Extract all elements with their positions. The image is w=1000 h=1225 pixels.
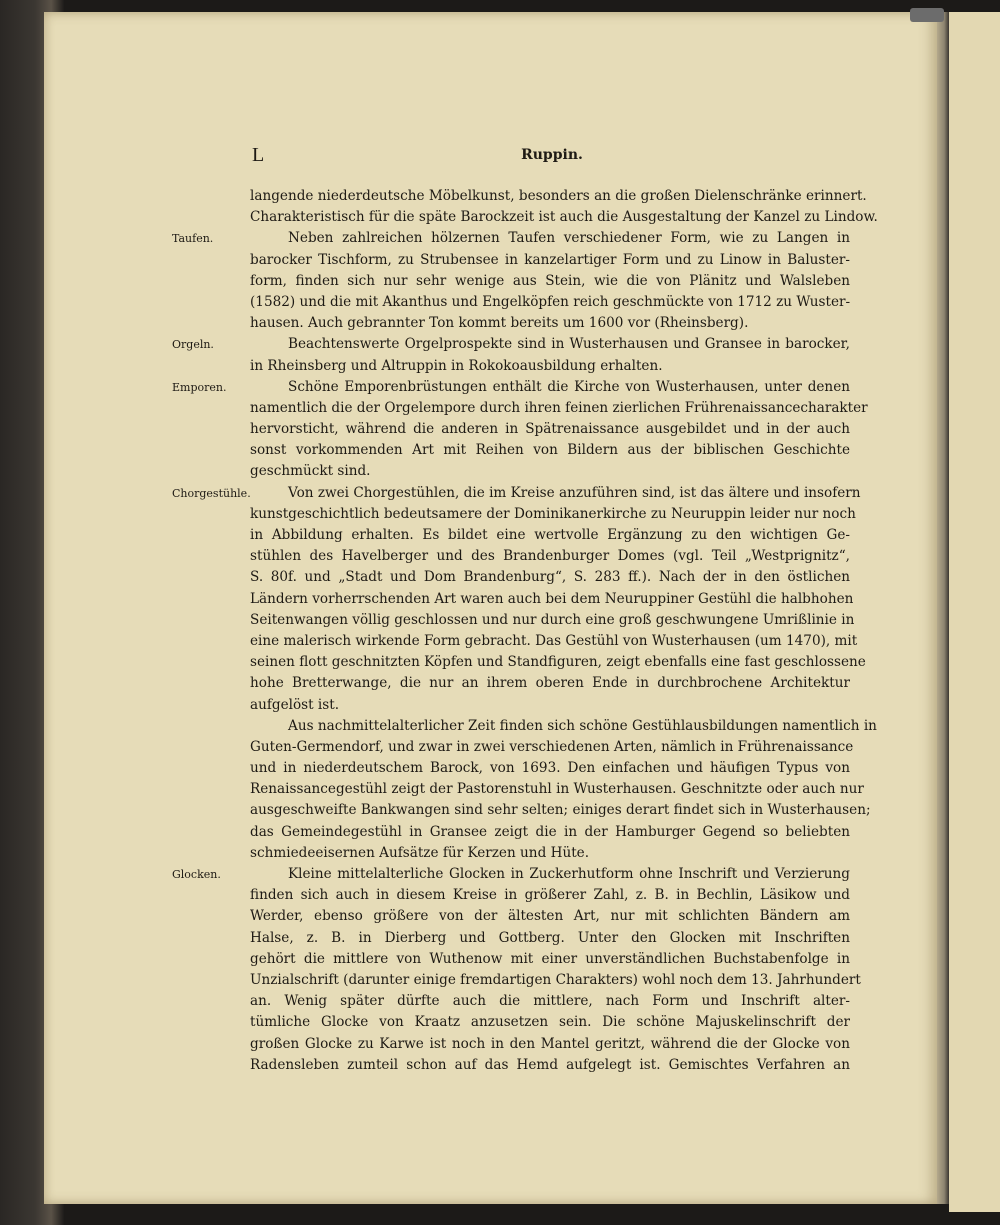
text-line-content: in Rheinsberg und Altruppin in Rokokoausbildung erhalten. — [250, 357, 663, 374]
text-line-content: Ländern vorherrschenden Art waren auch bei dem Neuruppiner Gestühl die halbhohen — [250, 590, 854, 607]
text-line-content: kunstgeschichtlich bedeutsamere der Dominikanerkirche zu Neuruppin leider nur noch — [250, 505, 856, 522]
text-line-content: Schöne Emporenbrüstungen enthält die Kirche von Wusterhausen, unter denen — [288, 378, 850, 395]
text-line-content: Neben zahlreichen hölzernen Taufen verschiedener Form, wie zu Langen in — [288, 230, 850, 247]
text-line-content: Seitenwangen völlig geschlossen und nur durch eine groß geschwungene Umrißlinie in — [250, 611, 855, 628]
text-line-content: (1582) und die mit Akanthus und Engelköpfen reich geschmückte von 1712 zu Wuster- — [250, 293, 851, 310]
text-line — [250, 567, 850, 588]
text-line — [250, 207, 878, 228]
text-line — [250, 843, 850, 864]
text-line-content: hausen. Auch gebrannter Ton kommt bereits um 1600 vor (Rheinsberg). — [250, 315, 749, 332]
text-line-content: hohe Bretterwange, die nur an ihrem oberen Ende in durchbrochene Architektur — [250, 675, 850, 692]
body-text — [172, 186, 878, 1076]
text-line — [250, 313, 850, 334]
text-line-content: Halse, z. B. in Dierberg und Gottberg. Unter den Glocken mit Inschriften — [250, 929, 850, 946]
text-line — [250, 991, 850, 1012]
text-line-content: Werder, ebenso größere von der ältesten Art, nur mit schlichten Bändern am — [250, 908, 850, 925]
text-line — [250, 970, 861, 991]
text-line — [250, 440, 850, 461]
text-line — [172, 864, 850, 885]
text-line — [250, 716, 877, 737]
book-clip — [910, 8, 944, 22]
text-line — [250, 398, 868, 419]
text-line-content: und in niederdeutschem Barock, von 1693. Den einfachen und häufigen Typus von — [250, 760, 850, 777]
text-line-content: stühlen des Havelberger und des Brandenburger Domes (vgl. Teil „Westprignitz“, — [250, 548, 850, 565]
text-line — [250, 695, 850, 716]
text-line-content: großen Glocke zu Karwe ist noch in den Mantel geritzt, während die der Glocke von — [250, 1035, 850, 1052]
margin-note: Orgeln. — [172, 338, 214, 352]
text-line-content: geschmückt sind. — [250, 463, 371, 480]
text-line — [250, 822, 850, 843]
text-line — [250, 949, 850, 970]
text-line — [250, 652, 866, 673]
text-line-content: an. Wenig später dürfte auch die mittlere, nach Form und Inschrift alter- — [250, 993, 850, 1010]
text-line — [250, 885, 850, 906]
text-line — [250, 419, 850, 440]
text-line-content: sonst vorkommenden Art mit Reihen von Bildern aus der biblischen Geschichte — [250, 442, 850, 459]
text-line-content: tümliche Glocke von Kraatz anzusetzen sein. Die schöne Majuskelinschrift der — [250, 1014, 850, 1031]
text-line — [250, 525, 850, 546]
text-line — [250, 673, 850, 694]
text-line — [250, 906, 850, 927]
page-header — [252, 144, 852, 170]
next-page-edge — [949, 12, 1000, 1212]
text-line-content: form, finden sich nur sehr wenige aus Stein, wie die von Plänitz und Walsleben — [250, 272, 850, 289]
text-line-content: Kleine mittelalterliche Glocken in Zuckerhutform ohne Inschrift und Verzierung — [288, 866, 850, 882]
text-line — [250, 546, 850, 567]
text-line-content: Beachtenswerte Orgelprospekte sind in Wusterhausen und Gransee in barocker, — [288, 336, 850, 353]
text-line — [250, 779, 864, 800]
text-line-content: gehört die mittlere von Wuthenow mit einer unverständlichen Buchstabenfolge in — [250, 950, 850, 967]
text-line-content: eine malerisch wirkende Form gebracht. Das Gestühl von Wusterhausen (um 1470), mit — [250, 632, 858, 649]
text-line-content: Charakteristisch für die späte Barockzeit ist auch die Ausgestaltung der Kanzel zu Lindow. — [250, 209, 878, 226]
text-line-content: Aus nachmittelalterlicher Zeit finden sich schöne Gestühlausbildungen namentlich in — [288, 717, 877, 734]
text-line — [250, 589, 854, 610]
text-line-content: in Abbildung erhalten. Es bildet eine wertvolle Ergänzung zu den wichtigen Ge- — [250, 527, 850, 543]
margin-note: Chorgestühle. — [172, 486, 251, 500]
margin-note: Taufen. — [172, 232, 214, 246]
text-line-content: barocker Tischform, zu Strubensee in kanzelartiger Form und zu Linow in Baluster- — [250, 251, 850, 268]
text-line-content: finden sich auch in diesem Kreise in größerer Zahl, z. B. in Bechlin, Läsikow und — [250, 887, 850, 904]
text-line-content: namentlich die der Orgelempore durch ihren feinen zierlichen Frührenaissancecharakter — [250, 399, 868, 416]
text-line-content: hervorsticht, während die anderen in Spätrenaissance ausgebildet und in der auch — [250, 421, 850, 438]
text-line — [250, 631, 858, 652]
text-line — [250, 758, 850, 779]
text-line — [250, 504, 856, 525]
text-line — [250, 1055, 850, 1076]
sheet-signature: L — [252, 144, 265, 166]
text-line — [250, 356, 850, 377]
text-line-content: das Gemeindegestühl in Gransee zeigt die in der Hamburger Gegend so beliebten — [250, 823, 850, 840]
text-line — [172, 334, 850, 355]
margin-note: Emporen. — [172, 380, 227, 394]
text-line — [250, 737, 854, 758]
text-line — [250, 292, 850, 313]
text-line — [250, 271, 850, 292]
text-line-content: Unzialschrift (darunter einige fremdartigen Charakters) wohl noch dem 13. Jahrhundert — [250, 971, 861, 988]
text-line — [250, 800, 871, 821]
text-line-content: aufgelöst ist. — [250, 696, 340, 713]
text-line-content: Guten-Germendorf, und zwar in zwei verschiedenen Arten, nämlich in Frührenaissance — [250, 738, 854, 755]
text-line — [172, 377, 850, 398]
text-line-content: Renaissancegestühl zeigt der Pastorenstuhl in Wusterhausen. Geschnitzte oder auch nur — [250, 781, 864, 798]
running-title: Ruppin. — [521, 147, 583, 163]
text-line — [172, 483, 861, 504]
text-line — [250, 928, 850, 949]
text-line — [250, 250, 850, 271]
margin-note: Glocken. — [172, 868, 221, 881]
text-line — [250, 461, 850, 482]
text-line-content: langende niederdeutsche Möbelkunst, besonders an die großen Dielenschränke erinnert. — [250, 188, 867, 204]
text-line-content: Radensleben zumteil schon auf das Hemd aufgelegt ist. Gemischtes Verfahren an — [250, 1056, 850, 1073]
text-line-content: ausgeschweifte Bankwangen sind sehr selten; einiges derart findet sich in Wusterhausen; — [250, 802, 871, 819]
text-line — [250, 610, 855, 631]
text-line — [250, 186, 867, 207]
text-line-content: seinen flott geschnitzten Köpfen und Standfiguren, zeigt ebenfalls eine fast geschlossene — [250, 654, 866, 671]
page-gutter-shadow — [937, 12, 949, 1204]
text-line-content: Von zwei Chorgestühlen, die im Kreise anzuführen sind, ist das ältere und insofern — [288, 484, 861, 501]
text-line-content: S. 80f. und „Stadt und Dom Brandenburg“, S. 283 ff.). Nach der in den östlichen — [250, 569, 850, 586]
text-line — [250, 1034, 850, 1055]
text-line — [250, 1012, 850, 1033]
text-line-content: schmiedeeisernen Aufsätze für Kerzen und Hüte. — [250, 844, 590, 861]
text-line — [172, 228, 850, 249]
